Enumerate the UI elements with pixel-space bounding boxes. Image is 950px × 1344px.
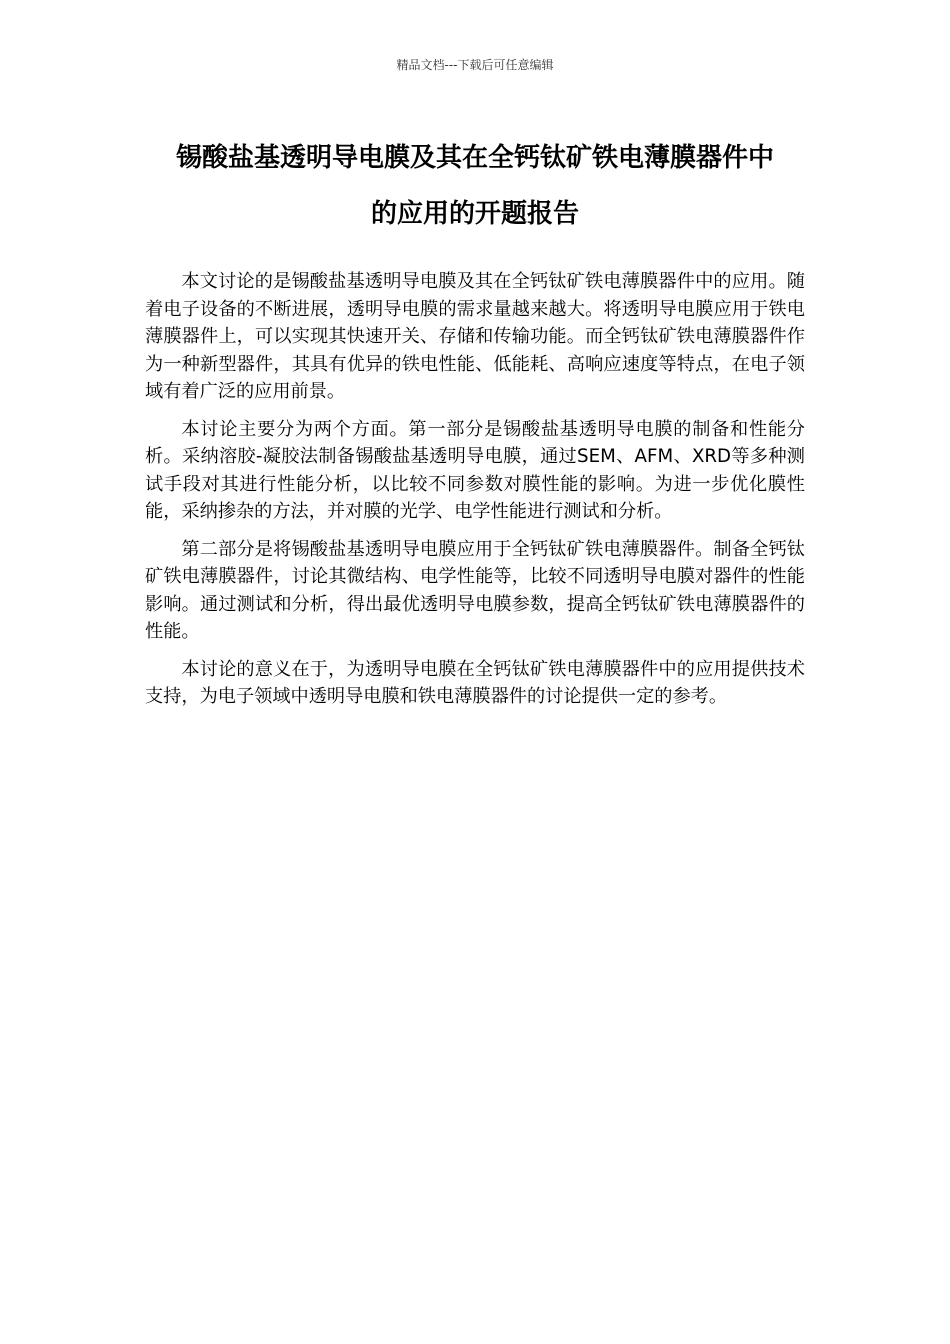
document-title	[140, 130, 810, 242]
paragraph-significance: 本讨论的意义在于，为透明导电膜在全钙钛矿铁电薄膜器件中的应用提供技术支持，为电子领域中透明导电膜和铁电薄膜器件的讨论提供一定的参考。	[145, 658, 805, 707]
header-note: 精品文档---下载后可任意编辑	[396, 58, 554, 72]
document-body	[145, 268, 805, 721]
title-line-1: 锡酸盐基透明导电膜及其在全钙钛矿铁电薄膜器件中	[175, 143, 774, 173]
paragraph-part-one: 本讨论主要分为两个方面。第一部分是锡酸盐基透明导电膜的制备和性能分析。采纳溶胶-凝胶法制备锡酸盐基透明导电膜，通过SEM、AFM、XRD等多种测试手段对其进行性能分析，以比较不同参数对膜性能的影响。为进一步优化膜性能，采纳掺杂的方法，并对膜的光学、电学性能进行测试和分析。	[145, 418, 805, 522]
paragraph-intro: 本文讨论的是锡酸盐基透明导电膜及其在全钙钛矿铁电薄膜器件中的应用。随着电子设备的不断进展，透明导电膜的需求量越来越大。将透明导电膜应用于铁电薄膜器件上，可以实现其快速开关、存储和传输功能。而全钙钛矿铁电薄膜器件作为一种新型器件，其具有优异的铁电性能、低能耗、高响应速度等特点，在电子领域有着广泛的应用前景。	[145, 271, 805, 402]
title-line-2: 的应用的开题报告	[370, 199, 579, 229]
paragraph-part-two: 第二部分是将锡酸盐基透明导电膜应用于全钙钛矿铁电薄膜器件。制备全钙钛矿铁电薄膜器件，讨论其微结构、电学性能等，比较不同透明导电膜对器件的性能影响。通过测试和分析，得出最优透明导电膜参数，提高全钙钛矿铁电薄膜器件的性能。	[145, 538, 805, 642]
